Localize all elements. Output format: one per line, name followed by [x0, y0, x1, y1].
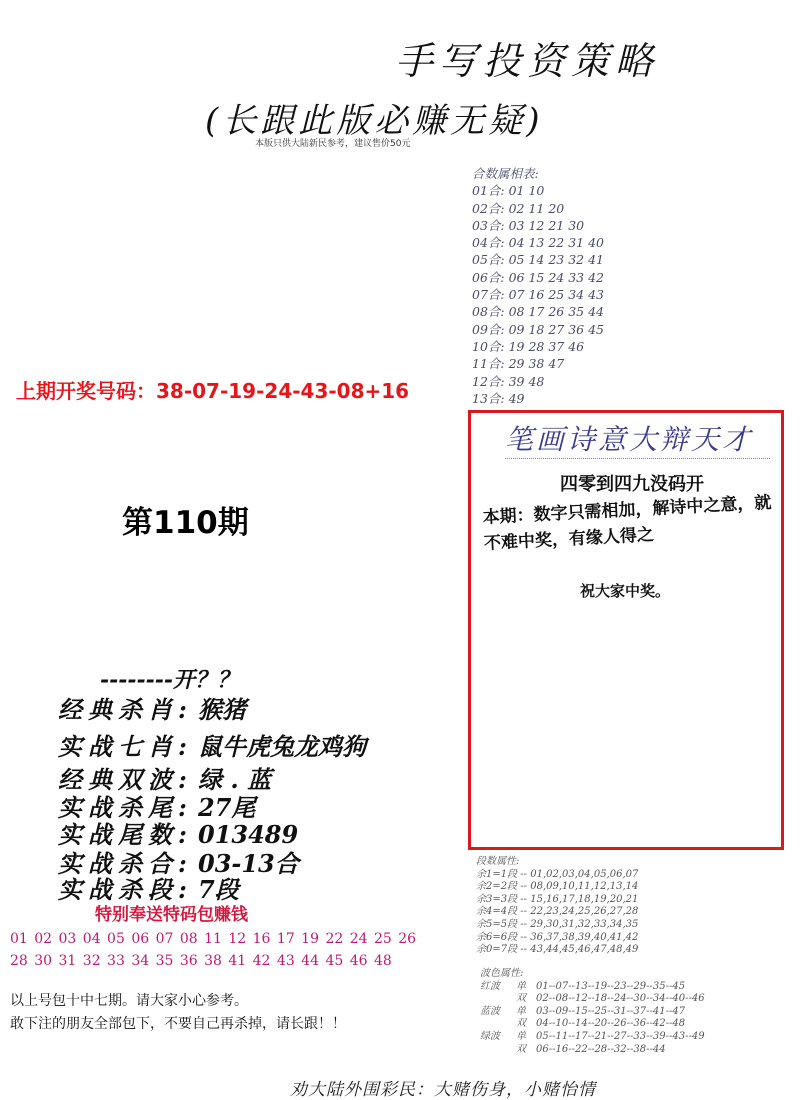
- prediction-value: 猴猪: [198, 695, 246, 724]
- bo-nums: 05--11--17--21--27--33--39--43--49: [536, 1030, 705, 1042]
- heshu-row: 12合: 39 48: [472, 373, 545, 389]
- poem-divider: [505, 458, 770, 459]
- prediction-label: 实战杀尾:: [58, 793, 193, 822]
- poem-line-2: 本期：数字只需相加，解诗中之意，就不难中奖，有缘人得之: [482, 492, 772, 554]
- heshu-row: 02合: 02 11 20: [472, 200, 565, 216]
- bo-nums: 06--16--22--28--32--38--44: [536, 1043, 666, 1055]
- page-subtitle: (长跟此版必赚无疑): [205, 101, 544, 141]
- bo-type: 双: [516, 993, 526, 1005]
- heshu-heading: 合数属相表:: [472, 166, 539, 181]
- bo-type: 双: [516, 1043, 526, 1055]
- bo-table: [480, 968, 705, 1056]
- bo-type: 单: [516, 1005, 526, 1017]
- bo-type: 单: [516, 980, 526, 992]
- prediction-label: 实战杀段:: [58, 875, 193, 904]
- remark-line-1: 以上号包十中七期。请大家小心参考。: [10, 993, 248, 1009]
- duan-heading: 段数属性:: [476, 856, 520, 867]
- poem-title: 笔画诗意大辩天才: [505, 423, 754, 456]
- duan-row: 余4=4段 -- 22,23,24,25,26,27,28: [476, 906, 639, 918]
- last-draw: [16, 375, 409, 404]
- heshu-row: 09合: 09 18 27 36 45: [472, 321, 605, 337]
- heshu-table: [472, 165, 604, 407]
- duan-row: 余6=6段 -- 36,37,38,39,40,41,42: [476, 931, 639, 943]
- heshu-row: 11合: 29 38 47: [472, 356, 565, 372]
- bo-color: 绿波: [480, 1030, 500, 1042]
- last-draw-label: 上期开奖号码：: [16, 379, 156, 403]
- poem-line-3: 祝大家中奖。: [580, 582, 671, 600]
- bo-color: 蓝波: [480, 1005, 500, 1017]
- duan-table: [476, 856, 638, 957]
- heshu-row: 13合: 49: [472, 390, 525, 406]
- bo-color: 红波: [480, 980, 500, 992]
- bo-heading: 波色属性:: [480, 968, 524, 979]
- heshu-row: 10合: 19 28 37 46: [472, 338, 585, 354]
- prediction-value: 绿 . 蓝: [198, 765, 272, 794]
- gift-label: 特别奉送特码包赚钱: [95, 905, 248, 925]
- prediction-value: 鼠牛虎兔龙鸡狗: [198, 732, 366, 761]
- last-draw-value: 38-07-19-24-43-08+16: [156, 379, 410, 403]
- heshu-row: 08合: 08 17 26 35 44: [472, 304, 605, 320]
- bo-row: [480, 993, 705, 1006]
- prediction-value: 27尾: [198, 793, 256, 822]
- price-note: 本版只供大陆新民参考，建议售价50元: [255, 139, 411, 149]
- duan-row: 余2=2段 -- 08,09,10,11,12,13,14: [476, 881, 639, 893]
- duan-row: 余5=5段 -- 29,30,31,32,33,34,35: [476, 918, 639, 930]
- prediction-label: 实战七肖:: [58, 732, 193, 761]
- prediction-open: --------开？？: [100, 667, 240, 693]
- heshu-row: 07合: 07 16 25 34 43: [472, 287, 605, 303]
- page-title: 手写投资策略: [395, 39, 660, 83]
- poem-line-1: 四零到四九没码开: [560, 474, 704, 495]
- issue-number: 第110期: [122, 505, 249, 541]
- bo-type: 双: [516, 1018, 526, 1030]
- bo-row: [480, 1031, 705, 1044]
- prediction-value: 7段: [198, 875, 239, 904]
- heshu-row: 04合: 04 13 22 31 40: [472, 235, 605, 251]
- prediction-label: 经典双波:: [58, 765, 193, 794]
- footer-advice: 劝大陆外围彩民：大赌伤身，小赌怡情: [290, 1080, 596, 1100]
- bo-row: [480, 1044, 705, 1057]
- prediction-label: 经典杀肖:: [58, 695, 193, 724]
- bo-nums: 02--08--12--18--24--30--34--40--46: [536, 993, 705, 1005]
- bo-type: 单: [516, 1030, 526, 1042]
- bo-row: [480, 981, 705, 994]
- prediction-label: 实战尾数:: [58, 820, 193, 849]
- heshu-row: 05合: 05 14 23 32 41: [472, 252, 605, 268]
- prediction-label: 实战杀合:: [58, 849, 193, 878]
- duan-row: 余1=1段 -- 01,02,03,04,05,06,07: [476, 868, 639, 880]
- duan-row: 余0=7段 -- 43,44,45,46,47,48,49: [476, 944, 639, 956]
- prediction-row: [58, 690, 246, 725]
- heshu-row: 06合: 06 15 24 33 42: [472, 269, 605, 285]
- special-numbers: [10, 928, 435, 972]
- bo-row: [480, 1006, 705, 1019]
- prediction-row: [58, 727, 366, 762]
- bo-nums: 03--09--15--25--31--37--41--47: [536, 1005, 686, 1017]
- remark-line-2: 敢下注的朋友全部包下，不要自己再杀掉，请长跟！！: [10, 1016, 346, 1032]
- heshu-row: 01合: 01 10: [472, 183, 545, 199]
- special-numbers-line: 01 02 03 04 05 06 07 08 11 12 16 17 19 22 24 25 26: [10, 931, 417, 947]
- special-numbers-line: 28 30 31 32 33 34 35 36 38 41 42 43 44 45 46 48: [10, 953, 392, 969]
- prediction-value: 013489: [198, 820, 299, 849]
- prediction-value: 03-13合: [198, 849, 299, 878]
- heshu-row: 03合: 03 12 21 30: [472, 217, 585, 233]
- bo-nums: 01--07--13--19--23--29--35--45: [536, 980, 686, 992]
- bo-row: [480, 1018, 705, 1031]
- duan-row: 余3=3段 -- 15,16,17,18,19,20,21: [476, 893, 639, 905]
- bo-nums: 04--10--14--20--26--36--42--48: [536, 1018, 686, 1030]
